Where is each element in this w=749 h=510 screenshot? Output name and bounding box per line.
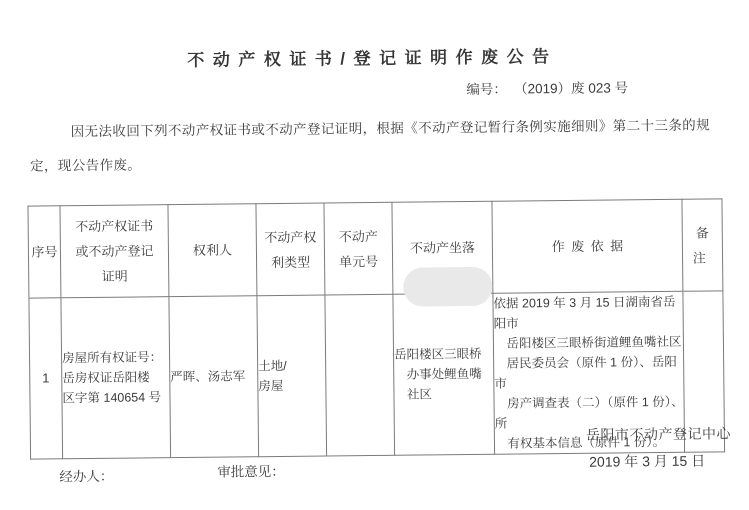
header-holder: 权利人: [168, 204, 257, 297]
cell-right-type: 土地/ 房屋: [257, 295, 327, 457]
header-seq: 序号: [28, 206, 61, 298]
cell-location: 岳阳楼区三眼桥 办事处鲤鱼嘴 社区: [393, 293, 495, 455]
cell-seq: 1: [29, 298, 63, 459]
cell-unit-no: [325, 294, 395, 456]
issuer-name: 岳阳市不动产登记中心: [585, 425, 731, 443]
header-location: 不动产坐落: [392, 201, 493, 294]
notice-body-paragraph: 因无法收回下列不动产权证书或不动产登记证明，根据《不动产登记暂行条例实施细则》第二十三条的规 定，现公告作废。: [29, 117, 711, 174]
issue-date: 2019 年 3 月 15 日: [589, 452, 706, 470]
header-basis: 作废依据: [492, 199, 683, 293]
header-certificate: 不动产权证书 或不动产登记 证明: [60, 205, 169, 298]
table-header-row: [28, 199, 723, 298]
header-right-type: 不动产权 利类型: [256, 203, 325, 296]
header-unit-no: 不动产 单元号: [324, 202, 393, 295]
document-number-line: [466, 76, 628, 98]
document-number-label: 编号：: [466, 81, 507, 98]
document-number-value: （2019）废 023 号: [520, 80, 629, 97]
document-title: 不动产权证书/登记证明作废公告: [187, 47, 558, 70]
handler-label: 经办人：: [59, 468, 114, 485]
cell-certificate: 房屋所有权证号： 岳房权证岳阳楼 区字第 140654 号: [61, 297, 171, 459]
redaction-sticker: [403, 267, 492, 307]
invalidation-table: [27, 198, 725, 459]
approval-opinion-label: 审批意见：: [217, 463, 285, 480]
header-remark: 备注: [682, 199, 723, 291]
cell-basis: 依据 2019 年 3 月 15 日湖南省岳阳市 岳阳楼区三眼桥街道鲤鱼嘴社区 居民委员会（原件 1 份）、岳阳市 房产调查表（二）（原件 1 份）、所 有权基本信息（原件 1 份）。: [493, 291, 685, 454]
cell-holder: 严晖、汤志军: [169, 296, 259, 458]
